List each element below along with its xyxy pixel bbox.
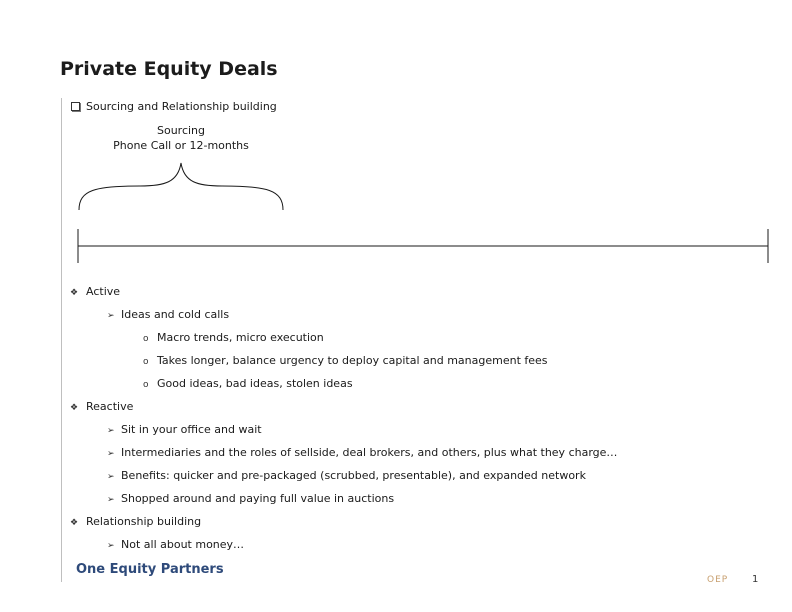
arrow-bullet-icon: ➢: [107, 311, 115, 321]
bullet-active: Active: [86, 285, 121, 298]
page-number: 1: [752, 574, 759, 585]
bullet-reactive: Reactive: [86, 400, 134, 413]
arrow-bullet-icon: ➢: [107, 472, 115, 482]
timeline-label-sourcing: Sourcing: [156, 124, 206, 137]
arrow-bullet-icon: ➢: [107, 541, 115, 551]
diamond-bullet-icon: ❖: [70, 288, 79, 298]
list-item: Shopped around and paying full value in auctions: [121, 492, 395, 505]
company-logo: One Equity Partners: [76, 562, 224, 577]
circle-bullet-icon: o: [143, 380, 149, 390]
list-item: Intermediaries and the roles of sellside, deal brokers, and others, plus what they charge…: [121, 446, 618, 459]
circle-bullet-icon: o: [143, 334, 149, 344]
list-item: Not all about money…: [121, 538, 245, 551]
list-item: Good ideas, bad ideas, stolen ideas: [157, 377, 353, 390]
curly-brace: [79, 163, 283, 210]
footer-abbrev: OEP: [707, 575, 729, 585]
section-heading: Sourcing and Relationship building: [86, 100, 277, 113]
bullet-relationship: Relationship building: [86, 515, 202, 528]
diamond-bullet-icon: ❖: [70, 403, 79, 413]
page-title: Private Equity Deals: [60, 58, 278, 80]
arrow-bullet-icon: ➢: [107, 449, 115, 459]
timeline-label-period: Phone Call or 12-months: [113, 139, 249, 152]
sub-bullet-ideas: Ideas and cold calls: [121, 308, 230, 321]
circle-bullet-icon: o: [143, 357, 149, 367]
diamond-bullet-icon: ❖: [70, 518, 79, 528]
arrow-bullet-icon: ➢: [107, 495, 115, 505]
list-item: Macro trends, micro execution: [157, 331, 324, 344]
list-item: Sit in your office and wait: [121, 423, 262, 436]
list-item: Takes longer, balance urgency to deploy capital and management fees: [157, 354, 548, 367]
list-item: Benefits: quicker and pre-packaged (scrubbed, presentable), and expanded network: [121, 469, 586, 482]
arrow-bullet-icon: ➢: [107, 426, 115, 436]
